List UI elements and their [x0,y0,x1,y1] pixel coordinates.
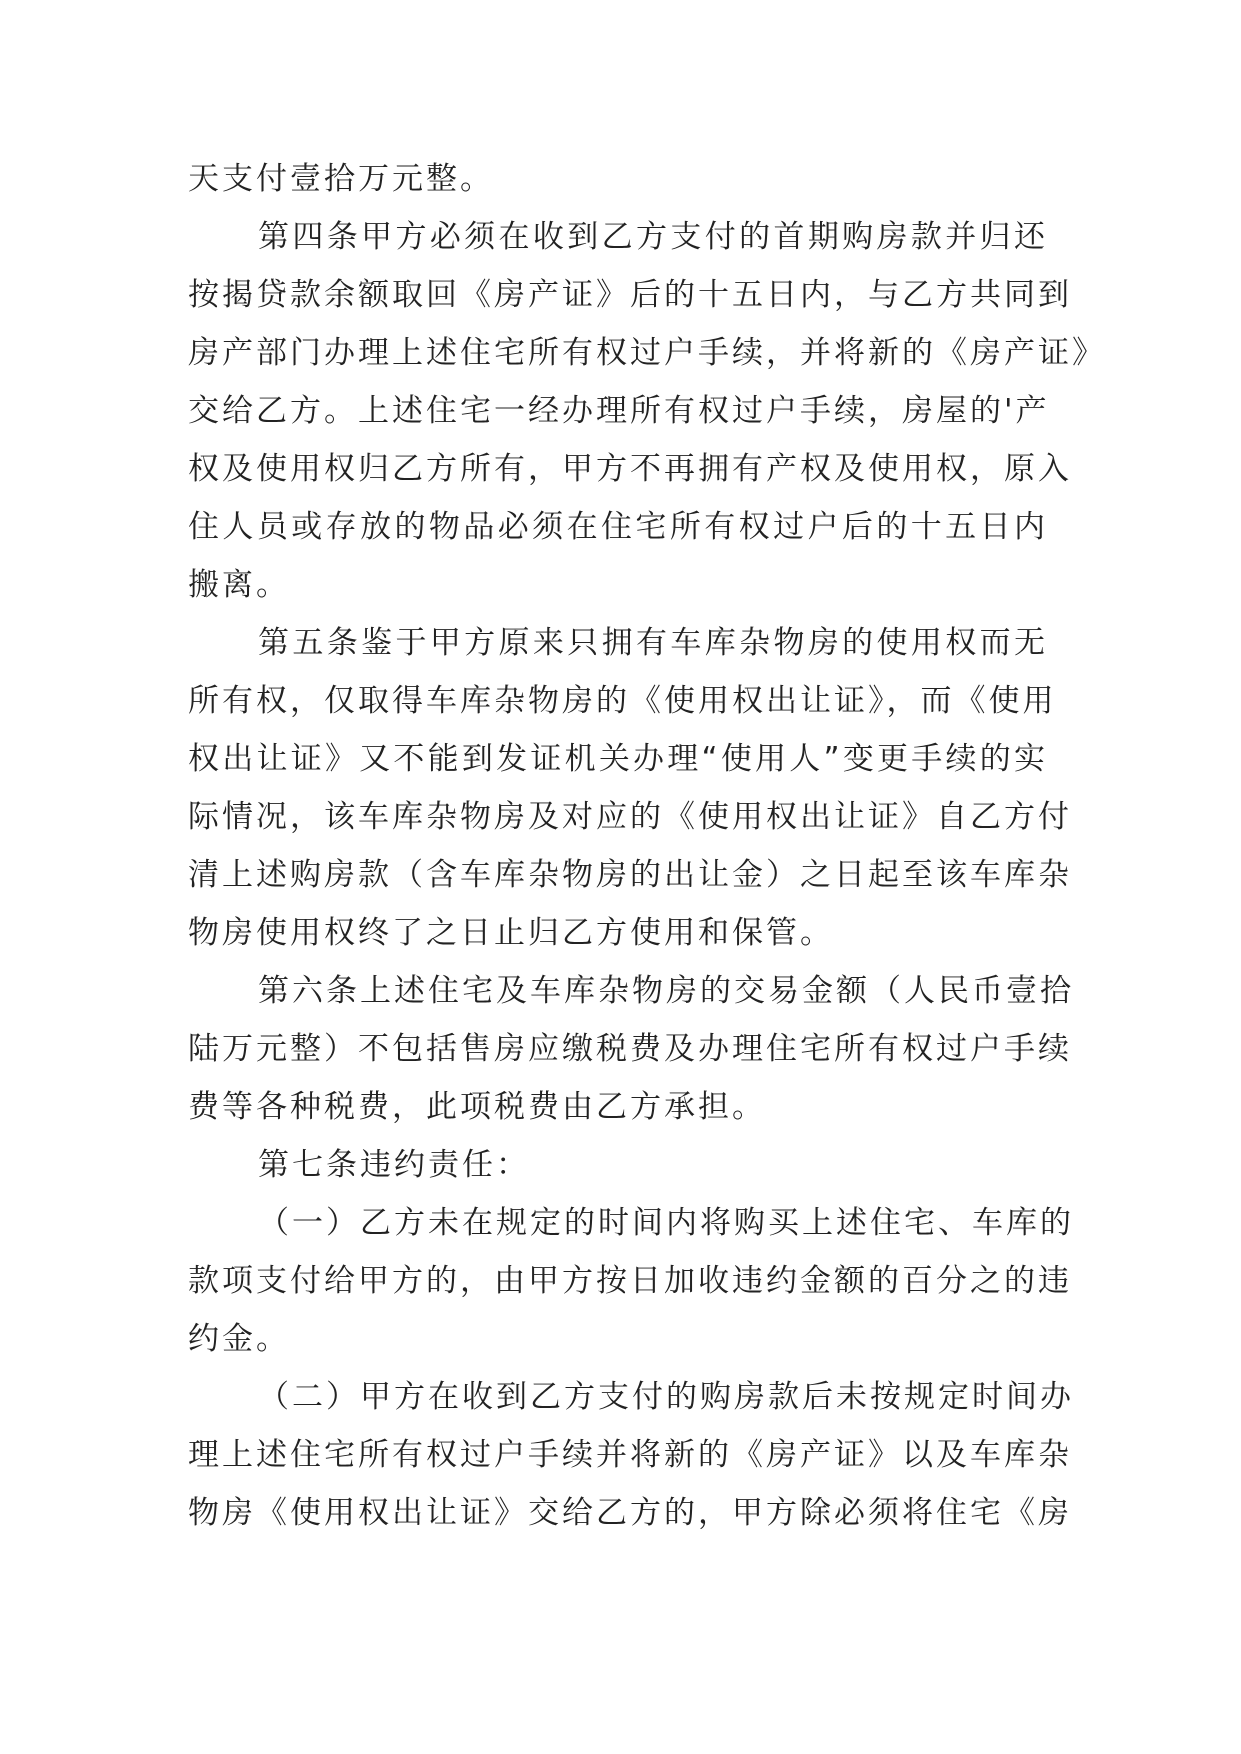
text-line: 第五条鉴于甲方原来只拥有车库杂物房的使用权而无 [258,625,1048,661]
text-line: 房产部门办理上述住宅所有权过户手续，并将新的《房产证》 [188,335,1106,371]
text-line: （二）甲方在收到乙方支付的购房款后未按规定时间办 [258,1379,1074,1415]
text-line: （一）乙方未在规定的时间内将购买上述住宅、车库的 [258,1205,1074,1241]
text-line: 交给乙方。上述住宅一经办理所有权过户手续，房屋的'产 [188,393,1050,429]
text-line: 所有权，仅取得车库杂物房的《使用权出让证》，而《使用 [188,683,1057,719]
text-line: 权出让证》又不能到发证机关办理“使用人”变更手续的实 [188,741,1048,777]
text-line: 约金。 [188,1321,290,1357]
text-line: 物房使用权终了之日止归乙方使用和保管。 [188,915,834,951]
text-line: 款项支付给甲方的，由甲方按日加收违约金额的百分之的违 [188,1263,1072,1299]
text-line: 天支付壹拾万元整。 [188,161,494,197]
text-line: 住人员或存放的物品必须在住宅所有权过户后的十五日内 [188,509,1048,545]
text-line: 物房《使用权出让证》交给乙方的，甲方除必须将住宅《房 [188,1495,1072,1531]
document-body [188,150,1106,1542]
text-line: 费等各种税费，此项税费由乙方承担。 [188,1089,766,1125]
text-line: 陆万元整）不包括售房应缴税费及办理住宅所有权过户手续 [188,1031,1072,1067]
text-line: 搬离。 [188,567,290,603]
text-line: 清上述购房款（含车库杂物房的出让金）之日起至该车库杂 [188,857,1072,893]
text-line: 际情况，该车库杂物房及对应的《使用权出让证》自乙方付 [188,799,1072,835]
text-line: 第六条上述住宅及车库杂物房的交易金额（人民币壹拾 [258,973,1074,1009]
text-line: 权及使用权归乙方所有，甲方不再拥有产权及使用权，原入 [188,451,1072,487]
text-line: 第四条甲方必须在收到乙方支付的首期购房款并归还 [258,219,1048,255]
text-line: 理上述住宅所有权过户手续并将新的《房产证》以及车库杂 [188,1437,1072,1473]
text-line: 按揭贷款余额取回《房产证》后的十五日内，与乙方共同到 [188,277,1072,313]
text-line: 第七条违约责任： [258,1147,530,1183]
